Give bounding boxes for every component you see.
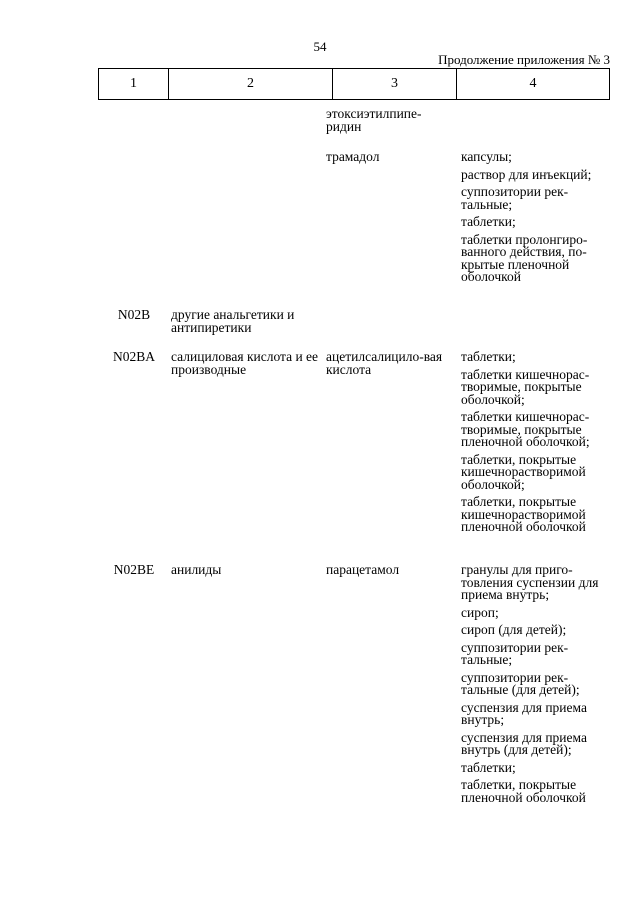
dosage-form: суппозитории рек-тальные; <box>461 184 569 212</box>
atc-code-n02b: N02B <box>117 307 151 322</box>
dosage-form: таблетки, покрытые кишечнорастворимой оболочкой; <box>461 451 586 492</box>
dosage-form: суппозитории рек-тальные (для детей); <box>461 669 580 697</box>
substance-ethoxyethylpiperidine: этоксиэтилпипе-ридин <box>326 106 422 134</box>
header-cell-3: 3 <box>333 69 457 99</box>
forms-tramadol <box>461 151 611 289</box>
header-cell-4: 4 <box>529 76 537 91</box>
dosage-form: суспензия для приема внутрь (для детей); <box>461 729 587 757</box>
dosage-form: раствор для инъекций; <box>461 166 592 182</box>
continuation-label: Продолжение приложения № 3 <box>438 52 610 67</box>
page-number: 54 <box>313 39 327 54</box>
dosage-form: таблетки, покрытые кишечнорастворимой пленочной оболочкой <box>461 494 586 534</box>
header-cell-2: 2 <box>169 69 333 99</box>
dosage-form: таблетки; <box>461 349 516 364</box>
dosage-form: суспензия для приема внутрь; <box>461 699 587 727</box>
dosage-form: сироп; <box>461 604 499 620</box>
dosage-form: таблетки пролонгиро-ванного действия, по-крытые пленочной оболочкой <box>461 231 588 284</box>
dosage-form: таблетки, покрытые пленочной оболочкой <box>461 777 586 805</box>
substance-acetylsalicylic-acid: ацетилсалицило-вая кислота <box>326 349 443 377</box>
dosage-form: суппозитории рек-тальные; <box>461 639 569 667</box>
forms-paracetamol <box>461 564 611 809</box>
dosage-form: таблетки; <box>461 759 516 775</box>
dosage-form: таблетки кишечнорас-творимые, покрытые пленочной оболочкой; <box>461 409 590 449</box>
substance-paracetamol: парацетамол <box>326 562 400 577</box>
dosage-form: таблетки кишечнорас-творимые, покрытые оболочкой; <box>461 366 590 407</box>
group-n02b: другие анальгетики и антипиретики <box>171 307 295 335</box>
table-header-row <box>98 68 610 100</box>
dosage-form: сироп (для детей); <box>461 622 567 637</box>
dosage-form: капсулы; <box>461 149 512 164</box>
atc-code-n02be: N02BE <box>113 562 155 577</box>
dosage-form: гранулы для приго-товления суспензии для приема внутрь; <box>461 562 599 602</box>
group-n02ba: салициловая кислота и ее производные <box>171 349 319 377</box>
forms-acetylsalicylic-acid <box>461 351 611 539</box>
substance-tramadol: трамадол <box>326 149 380 164</box>
header-cell-1: 1 <box>99 69 169 99</box>
group-n02be: анилиды <box>171 562 222 577</box>
atc-code-n02ba: N02BA <box>112 349 155 364</box>
dosage-form: таблетки; <box>461 214 516 229</box>
